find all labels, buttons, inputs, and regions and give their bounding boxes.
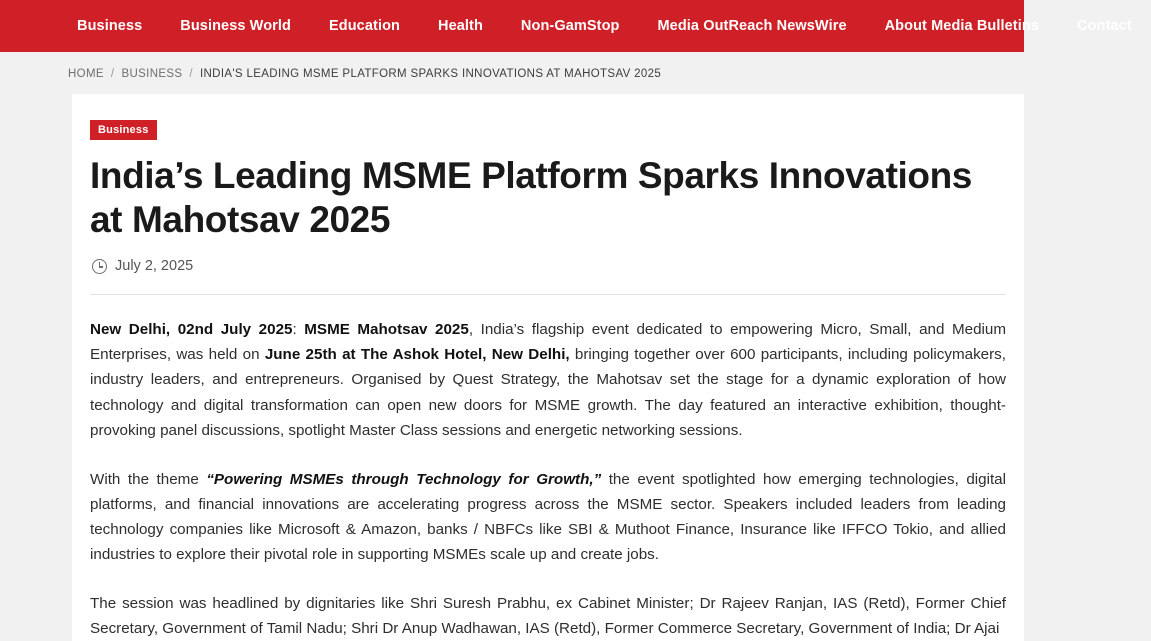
breadcrumb-separator-1: / xyxy=(110,68,115,80)
article-card xyxy=(72,94,1024,641)
nav-item-non-gamstop[interactable]: Non-GamStop xyxy=(520,18,620,34)
nav-item-education[interactable]: Education xyxy=(329,18,400,34)
lead-event-name: MSME Mahotsav 2025 xyxy=(304,321,469,339)
category-badge[interactable]: Business xyxy=(90,120,157,140)
publish-date: July 2, 2025 xyxy=(115,258,194,275)
page-title: India’s Leading MSME Platform Sparks Innovations at Mahotsav 2025 xyxy=(90,155,972,240)
clock-icon xyxy=(92,259,107,274)
article-paragraph-3: The session was headlined by dignitaries like Shri Suresh Prabhu, ex Cabinet Minister; Dr Rajeev Ranjan, IAS (Retd), Former Chief Secretary, Government of Tamil Nadu; Shri Dr Anup Wadhawan, IAS (Retd), Former Commerce Secretary, Government of India; Dr Ajai xyxy=(90,595,1006,638)
article-paragraph-1 xyxy=(90,317,1006,442)
lead-location-date: New Delhi, 02nd July 2025 xyxy=(90,321,293,339)
breadcrumb xyxy=(68,68,1024,80)
paragraph-2-text-a: With the theme xyxy=(90,470,207,488)
nav-item-about-media-bulletins[interactable]: About Media Bulletins xyxy=(884,18,1039,34)
nav-item-media-outreach-newswire[interactable]: Media OutReach NewsWire xyxy=(657,18,847,34)
nav-item-business-world[interactable]: Business World xyxy=(180,18,291,34)
breadcrumb-home[interactable]: HOME xyxy=(68,68,104,80)
paragraph-1-text-b: bringing together over 600 participants, including policymakers, industry leaders, and entrepreneurs. Organised by Quest Strategy, the Mahotsav set the stage for a dynamic exploration of how technology and digital transformation can open new doors for MSME growth. The day featured an interactive exhibition, thought-provoking panel discussions, spotlight Master Class sessions and energetic networking sessions. xyxy=(90,346,1006,439)
breadcrumb-business[interactable]: BUSINESS xyxy=(121,68,183,80)
breadcrumb-separator-2: / xyxy=(189,68,193,80)
article-paragraph-2 xyxy=(90,467,1006,567)
breadcrumb-current-page: INDIA'S LEADING MSME PLATFORM SPARKS INNOVATIONS AT MAHOTSAV 2025 xyxy=(199,68,662,80)
paragraph-1-text-a: , India’s flagship event dedicated to empowering Micro, Small, and Medium Enterprises, was held on xyxy=(90,321,1007,364)
article-meta xyxy=(92,258,1006,274)
paragraph-2-text-b: the event spotlighted how emerging technologies, digital platforms, and financial innovations are accelerating progress across the MSME sector. Speakers included leaders from leading technology companies like Microsoft & Amazon, banks / NBFCs like SBI & Muthoot Finance, Insurance like IFFCO Tokio, and allied industries to explore their pivotal role in supporting MSMEs scale up and create jobs. xyxy=(90,470,1007,563)
meta-divider xyxy=(90,294,1006,295)
event-theme-quote: “Powering MSMEs through Technology for Growth,” xyxy=(206,470,602,488)
nav-item-business[interactable]: Business xyxy=(77,18,143,34)
nav-item-contact[interactable]: Contact xyxy=(1076,18,1132,34)
nav-item-health[interactable]: Health xyxy=(438,18,483,34)
breadcrumb-container xyxy=(0,52,1024,94)
event-venue: June 25th at The Ashok Hotel, New Delhi, xyxy=(264,346,570,364)
top-navigation-bar xyxy=(0,0,1132,52)
lead-colon: : xyxy=(292,321,305,339)
